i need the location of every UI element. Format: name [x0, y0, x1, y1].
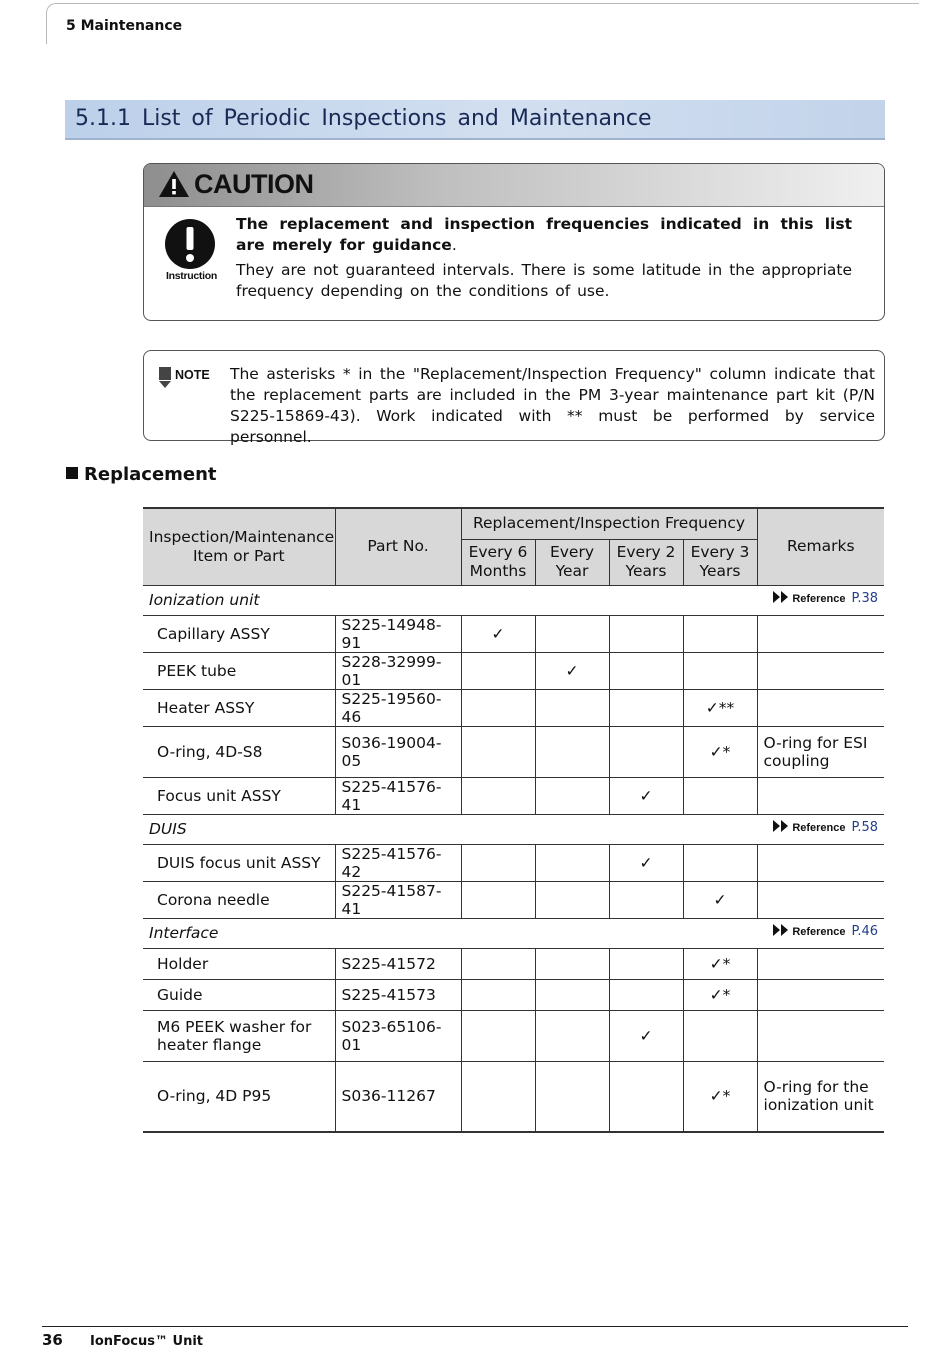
remarks-cell — [757, 1010, 884, 1061]
part-cell: S225-41572 — [335, 948, 461, 979]
header-item: Inspection/Maintenance Item or Part — [143, 508, 335, 585]
reference-word: Reference — [792, 593, 846, 605]
warning-triangle-icon — [158, 170, 190, 198]
mark-cell — [535, 689, 609, 726]
mark-cell — [461, 777, 535, 814]
section-bar — [65, 100, 885, 140]
mark-cell — [461, 881, 535, 918]
mark-cell — [535, 615, 609, 652]
part-cell: S225-14948-91 — [335, 615, 461, 652]
mark-cell: ✓ — [609, 777, 683, 814]
mark-cell — [609, 689, 683, 726]
header-period-1y: Every Year — [535, 539, 609, 585]
note-box — [143, 350, 885, 446]
mark-cell — [535, 844, 609, 881]
mark-cell — [683, 1010, 757, 1061]
caution-text — [236, 214, 852, 306]
caution-box — [143, 163, 885, 321]
item-cell: Capillary ASSY — [143, 615, 335, 652]
mark-cell — [461, 979, 535, 1010]
item-cell: PEEK tube — [143, 652, 335, 689]
part-cell: S225-41576-41 — [335, 777, 461, 814]
mark-cell — [461, 689, 535, 726]
table-row — [143, 615, 884, 652]
part-cell: S036-11267 — [335, 1061, 461, 1132]
remarks-cell — [757, 844, 884, 881]
part-cell: S225-41587-41 — [335, 881, 461, 918]
instruction-label: Instruction — [166, 270, 217, 282]
mark-cell — [535, 948, 609, 979]
header-period-2y: Every 2 Years — [609, 539, 683, 585]
double-arrow-icon — [773, 924, 789, 936]
mark-cell: ✓ — [683, 881, 757, 918]
table-row — [143, 844, 884, 881]
group-row-ionization — [143, 585, 884, 615]
mark-cell: ✓ — [535, 652, 609, 689]
group-name: DUIS — [149, 820, 187, 838]
table-row — [143, 948, 884, 979]
mark-cell — [683, 844, 757, 881]
reference-word: Reference — [792, 926, 846, 938]
item-cell: O-ring, 4D-S8 — [143, 726, 335, 777]
mark-cell — [535, 979, 609, 1010]
remarks-cell — [757, 777, 884, 814]
mark-cell — [609, 726, 683, 777]
note-label: NOTE — [175, 368, 210, 382]
mark-cell — [461, 948, 535, 979]
mark-cell — [535, 1061, 609, 1132]
maintenance-table — [143, 507, 884, 1133]
mark-cell — [683, 777, 757, 814]
mark-cell — [609, 615, 683, 652]
caution-header — [144, 164, 884, 207]
table-row — [143, 979, 884, 1010]
note-text: The asterisks * in the "Replacement/Inspection Frequency" column indicate that the replacement parts are included in the PM 3-year maintenance part kit (P/N S225-15869-43). Work indicated with ** must be performed by service personnel. — [230, 365, 875, 446]
table-row — [143, 726, 884, 777]
replacement-heading — [66, 464, 217, 485]
mark-cell — [609, 948, 683, 979]
mark-cell — [535, 1010, 609, 1061]
caution-body-text: They are not guaranteed intervals. There is some latitude in the appropriate frequency depending on the conditions of use. — [236, 261, 852, 300]
mark-cell — [461, 844, 535, 881]
footer-title: IonFocus™ Unit — [90, 1334, 204, 1349]
section-title: 5.1.1 List of Periodic Inspections and Maintenance — [75, 106, 652, 131]
mark-cell — [461, 652, 535, 689]
table-row — [143, 881, 884, 918]
table-row — [143, 777, 884, 814]
reference-page: P.38 — [851, 591, 879, 606]
group-row-duis — [143, 814, 884, 844]
mark-cell — [609, 881, 683, 918]
remarks-cell — [757, 881, 884, 918]
group-name: Ionization unit — [149, 591, 260, 609]
header-part-no: Part No. — [335, 508, 461, 585]
footer-rule — [42, 1326, 908, 1327]
item-cell: DUIS focus unit ASSY — [143, 844, 335, 881]
note-pencil-icon — [158, 367, 172, 389]
mark-cell: ✓ — [609, 1010, 683, 1061]
mark-cell: ✓* — [683, 1061, 757, 1132]
table-row — [143, 652, 884, 689]
page-number: 36 — [42, 1331, 63, 1349]
remarks-cell — [757, 615, 884, 652]
mark-cell: ✓* — [683, 948, 757, 979]
mark-cell — [535, 881, 609, 918]
running-head: 5 Maintenance — [66, 18, 183, 34]
reference-link[interactable] — [773, 924, 878, 939]
header-remarks: Remarks — [757, 508, 884, 585]
part-cell: S023-65106-01 — [335, 1010, 461, 1061]
header-period-6m: Every 6 Months — [461, 539, 535, 585]
part-cell: S228-32999-01 — [335, 652, 461, 689]
header-period-3y: Every 3 Years — [683, 539, 757, 585]
item-cell: M6 PEEK washer for heater flange — [143, 1010, 335, 1061]
part-cell: S225-19560-46 — [335, 689, 461, 726]
remarks-cell: O-ring for ESI coupling — [757, 726, 884, 777]
mark-cell — [609, 652, 683, 689]
reference-link[interactable] — [773, 591, 878, 606]
item-cell: O-ring, 4D P95 — [143, 1061, 335, 1132]
mark-cell: ✓* — [683, 979, 757, 1010]
remarks-cell: O-ring for the ionization unit — [757, 1061, 884, 1132]
mark-cell: ✓ — [609, 844, 683, 881]
reference-page: P.46 — [851, 924, 879, 939]
part-cell: S036-19004-05 — [335, 726, 461, 777]
mark-cell — [535, 726, 609, 777]
part-cell: S225-41573 — [335, 979, 461, 1010]
double-arrow-icon — [773, 820, 789, 832]
mark-cell — [461, 726, 535, 777]
reference-word: Reference — [792, 822, 846, 834]
table-row — [143, 689, 884, 726]
mark-cell: ✓* — [683, 726, 757, 777]
item-cell: Holder — [143, 948, 335, 979]
remarks-cell — [757, 979, 884, 1010]
reference-link[interactable] — [773, 820, 878, 835]
caution-bold-end: . — [451, 236, 457, 254]
header-frequency: Replacement/Inspection Frequency — [461, 508, 757, 539]
mark-cell — [609, 1061, 683, 1132]
mark-cell: ✓** — [683, 689, 757, 726]
reference-page: P.58 — [851, 820, 879, 835]
item-cell: Heater ASSY — [143, 689, 335, 726]
item-cell: Focus unit ASSY — [143, 777, 335, 814]
mark-cell: ✓ — [461, 615, 535, 652]
remarks-cell — [757, 689, 884, 726]
caution-bold-text: The replacement and inspection frequencies indicated in this list are merely for guidance — [236, 215, 852, 254]
group-name: Interface — [149, 924, 219, 942]
mark-cell — [461, 1061, 535, 1132]
group-row-interface — [143, 918, 884, 948]
square-bullet-icon — [66, 467, 78, 479]
item-cell: Corona needle — [143, 881, 335, 918]
replacement-heading-text: Replacement — [84, 464, 217, 485]
table-row — [143, 1061, 884, 1132]
mark-cell — [535, 777, 609, 814]
instruction-exclamation-icon — [164, 218, 216, 270]
remarks-cell — [757, 652, 884, 689]
part-cell: S225-41576-42 — [335, 844, 461, 881]
double-arrow-icon — [773, 591, 789, 603]
item-cell: Guide — [143, 979, 335, 1010]
mark-cell — [461, 1010, 535, 1061]
caution-heading: CAUTION — [194, 169, 314, 199]
table-row — [143, 1010, 884, 1061]
mark-cell — [683, 615, 757, 652]
remarks-cell — [757, 948, 884, 979]
mark-cell — [609, 979, 683, 1010]
mark-cell — [683, 652, 757, 689]
